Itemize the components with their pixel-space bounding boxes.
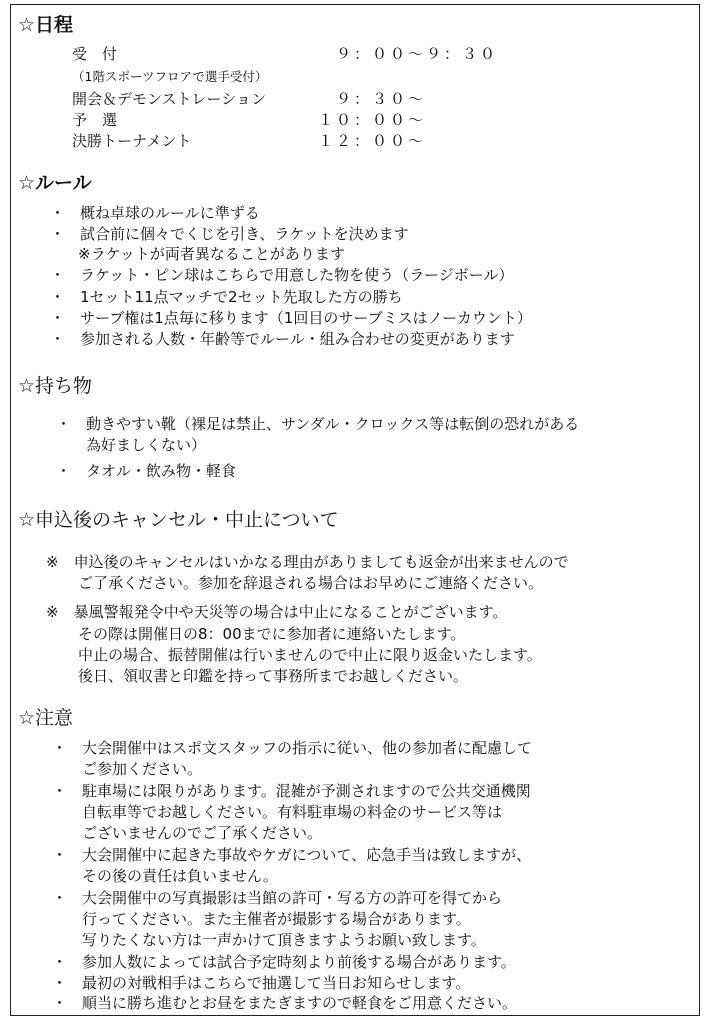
cancel-line: ご了承ください。参加を辞退される場合はお早めにご連絡ください。 (78, 574, 544, 592)
cancel-line: ※ 申込後のキャンセルはいかなる理由がありましても返金が出来ませんので (46, 553, 569, 571)
notes-line: ・ 順当に勝ち進むとお昼をまたぎますので軽食をご用意ください。 (52, 994, 518, 1012)
belongings-line: ・ タオル・飲み物・軽食 (56, 462, 237, 480)
schedule-time-final: １２：００〜 (318, 132, 427, 150)
belongings-heading: ☆持ち物 (18, 375, 93, 397)
notes-line: ・ 駐車場には限りがあります。混雑が予測されますので公共交通機関 (52, 782, 531, 800)
notes-line: ・ 参加人数によっては試合予定時刻より前後する場合があります。 (52, 953, 516, 971)
notes-line: ・ 大会開催中に起きた事故やケガについて、応急手当は致しますが、 (52, 846, 532, 864)
rules-line: ・ 試合前に個々でくじを引き、ラケットを決めます (50, 225, 409, 243)
schedule-heading: ☆日程 (18, 14, 74, 36)
notes-line: ・ 大会開催中はスポ文スタッフの指示に従い、他の参加者に配慮して (52, 739, 533, 757)
notes-line: 自転車等でお越しください。有料駐車場の料金のサービス等は (82, 803, 503, 821)
cancel-heading: ☆申込後のキャンセル・中止について (18, 509, 339, 531)
schedule-reception-note: （1階スポーツフロアで選手受付） (72, 69, 268, 84)
cancel-line: 中止の場合、振替開催は行いませんので中止に限り返金いたします。 (78, 646, 542, 664)
notes-line: ・ 大会開催中の写真撮影は当館の許可・写る方の許可を得てから (52, 889, 503, 907)
rules-heading: ☆ルール (18, 172, 92, 194)
schedule-time-opening: ９：３０〜 (336, 90, 427, 108)
schedule-time-reception: ９：００〜９：３０ (336, 45, 499, 63)
rules-line: ・ 参加される人数・年齢等でルール・組み合わせの変更があります (50, 330, 515, 348)
schedule-time-qualifier: １０：００〜 (318, 111, 427, 129)
rules-line: ・ サーブ権は1点毎に移ります（1回目のサーブミスはノーカウント） (50, 309, 532, 327)
schedule-label-qualifier: 予 選 (72, 111, 118, 129)
notes-line: 行ってください。また主催者が撮影する場合があります。 (82, 910, 471, 928)
notes-line: その後の責任は負いません。 (82, 867, 278, 885)
schedule-label-opening: 開会＆デモンストレーション (72, 90, 266, 108)
rules-line: ・ 1セット11点マッチで2セット先取した方の勝ち (50, 288, 403, 306)
belongings-line: ・ 動きやすい靴（裸足は禁止、サンダル・クロックス等は転倒の恐れがある (56, 415, 580, 433)
notes-line: ・ 最初の対戦相手はこちらで抽選して当日お知らせします。 (52, 974, 471, 992)
schedule-label-final: 決勝トーナメント (72, 132, 192, 150)
notes-line: ご参加ください。 (82, 760, 203, 778)
schedule-label-reception: 受 付 (72, 45, 118, 63)
notes-line: 写りたくない方は一声かけて頂きますようお願い致します。 (82, 931, 486, 949)
notes-heading: ☆注意 (18, 707, 74, 729)
cancel-line: その際は開催日の8：00までに参加者に連絡いたします。 (78, 625, 466, 643)
rules-line: ※ラケットが両者異なることがあります (78, 245, 345, 263)
belongings-line: 為好ましくない） (86, 436, 207, 454)
cancel-line: ※ 暴風警報発令中や天災等の場合は中止になることがございます。 (46, 603, 508, 621)
rules-line: ・ ラケット・ピン球はこちらで用意した物を使う（ラージボール） (50, 266, 514, 284)
notes-line: ございませんのでご了承ください。 (82, 824, 323, 842)
rules-line: ・ 概ね卓球のルールに準ずる (50, 204, 260, 222)
cancel-line: 後日、領収書と印鑑を持って事務所までお越しください。 (78, 667, 469, 685)
